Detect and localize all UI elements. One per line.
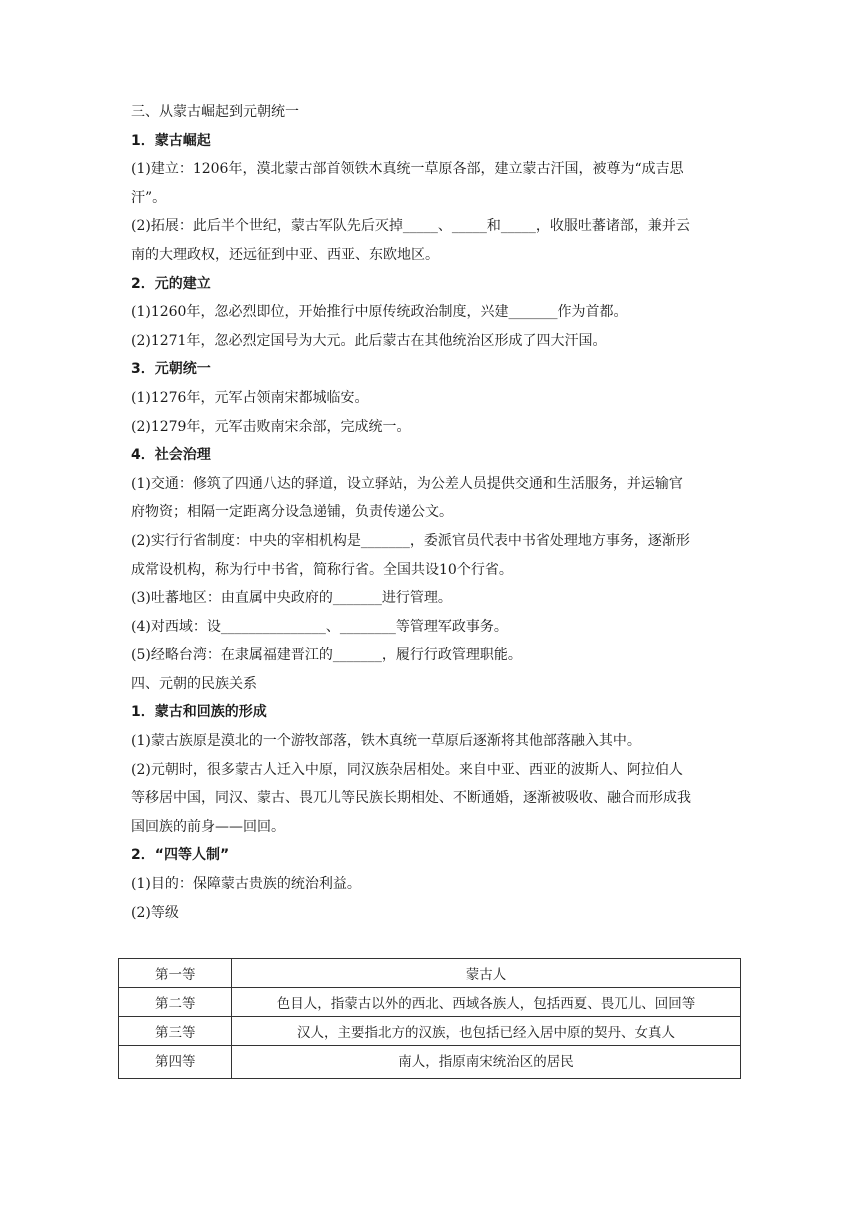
heading-governance: 4．社会治理 xyxy=(131,447,211,464)
level-cell: 第二等 xyxy=(119,988,232,1017)
paragraph-establishment-2: 汗”。 xyxy=(131,189,167,206)
paragraph-establishment-1: (1)建立：1206年，漠北蒙古部首领铁木真统一草原各部，建立蒙古汗国，被尊为“成吉思 xyxy=(131,161,684,178)
description-cell: 蒙古人 xyxy=(232,959,741,988)
section-four-title: 四、元朝的民族关系 xyxy=(131,675,257,692)
heading-yuan-founding: 2．元的建立 xyxy=(131,275,211,292)
paragraph-levels-label: (2)等级 xyxy=(131,904,179,921)
heading-mongol-hui: 1．蒙古和回族的形成 xyxy=(131,704,267,721)
paragraph-expansion-2: 南的大理政权，还远征到中亚、西亚、东欧地区。 xyxy=(131,246,439,263)
paragraph-hui-2: 等移居中国，同汉、蒙古、畏兀儿等民族长期相处、不断通婚，逐渐被吸收、融合而形成我 xyxy=(131,790,691,807)
heading-yuan-unification: 3．元朝统一 xyxy=(131,361,211,378)
paragraph-taiwan: (5)经略台湾：在隶属福建晋江的_______，履行行政管理职能。 xyxy=(131,647,522,664)
table-row xyxy=(119,959,741,988)
paragraph-hui-1: (2)元朝时，很多蒙古人迁入中原，同汉族杂居相处。来自中亚、西亚的波斯人、阿拉伯人 xyxy=(131,761,683,778)
paragraph-1260: (1)1260年，忽必烈即位，开始推行中原传统政治制度，兴建_______作为首都。 xyxy=(131,304,628,321)
level-cell: 第三等 xyxy=(119,1017,232,1046)
paragraph-hui-3: 国回族的前身——回回。 xyxy=(131,818,285,835)
table-row xyxy=(119,1017,741,1046)
paragraph-western-regions: (4)对西域：设_______________、________等管理军政事务。 xyxy=(131,618,508,635)
heading-mongol-rise: 1．蒙古崛起 xyxy=(131,132,211,149)
four-class-table xyxy=(118,958,741,1079)
description-cell: 汉人，主要指北方的汉族，也包括已经入居中原的契丹、女真人 xyxy=(232,1017,741,1046)
paragraph-1271: (2)1271年，忽必烈定国号为大元。此后蒙古在其他统治区形成了四大汗国。 xyxy=(131,332,607,349)
paragraph-mongol-origin: (1)蒙古族原是漠北的一个游牧部落，铁木真统一草原后逐渐将其他部落融入其中。 xyxy=(131,733,641,750)
paragraph-province-1: (2)实行行省制度：中央的宰相机构是_______，委派官员代表中书省处理地方事务，逐渐形 xyxy=(131,532,690,549)
paragraph-1276: (1)1276年，元军占领南宋都城临安。 xyxy=(131,389,369,406)
description-cell: 南人，指原南宋统治区的居民 xyxy=(232,1046,741,1079)
paragraph-purpose: (1)目的：保障蒙古贵族的统治利益。 xyxy=(131,876,361,893)
table-row xyxy=(119,1046,741,1079)
paragraph-province-2: 成常设机构，称为行中书省，简称行省。全国共设10个行省。 xyxy=(131,561,513,578)
paragraph-1279: (2)1279年，元军击败南宋余部，完成统一。 xyxy=(131,418,411,435)
paragraph-transport-1: (1)交通：修筑了四通八达的驿道，设立驿站，为公差人员提供交通和生活服务，并运输官 xyxy=(131,475,683,492)
description-cell: 色目人，指蒙古以外的西北、西域各族人，包括西夏、畏兀儿、回回等 xyxy=(232,988,741,1017)
section-three-title: 三、从蒙古崛起到元朝统一 xyxy=(131,104,299,120)
paragraph-expansion-1: (2)拓展：此后半个世纪，蒙古军队先后灭掉_____、_____和_____，收服吐蕃诸部，兼并云 xyxy=(131,218,690,235)
level-cell: 第四等 xyxy=(119,1046,232,1079)
heading-four-class-system: 2．“四等人制” xyxy=(131,847,230,864)
paragraph-transport-2: 府物资；相隔一定距离分设急递铺，负责传递公文。 xyxy=(131,504,453,521)
document-body xyxy=(131,98,741,927)
paragraph-tibet: (3)吐蕃地区：由直属中央政府的_______进行管理。 xyxy=(131,590,452,607)
table-row xyxy=(119,988,741,1017)
level-cell: 第一等 xyxy=(119,959,232,988)
